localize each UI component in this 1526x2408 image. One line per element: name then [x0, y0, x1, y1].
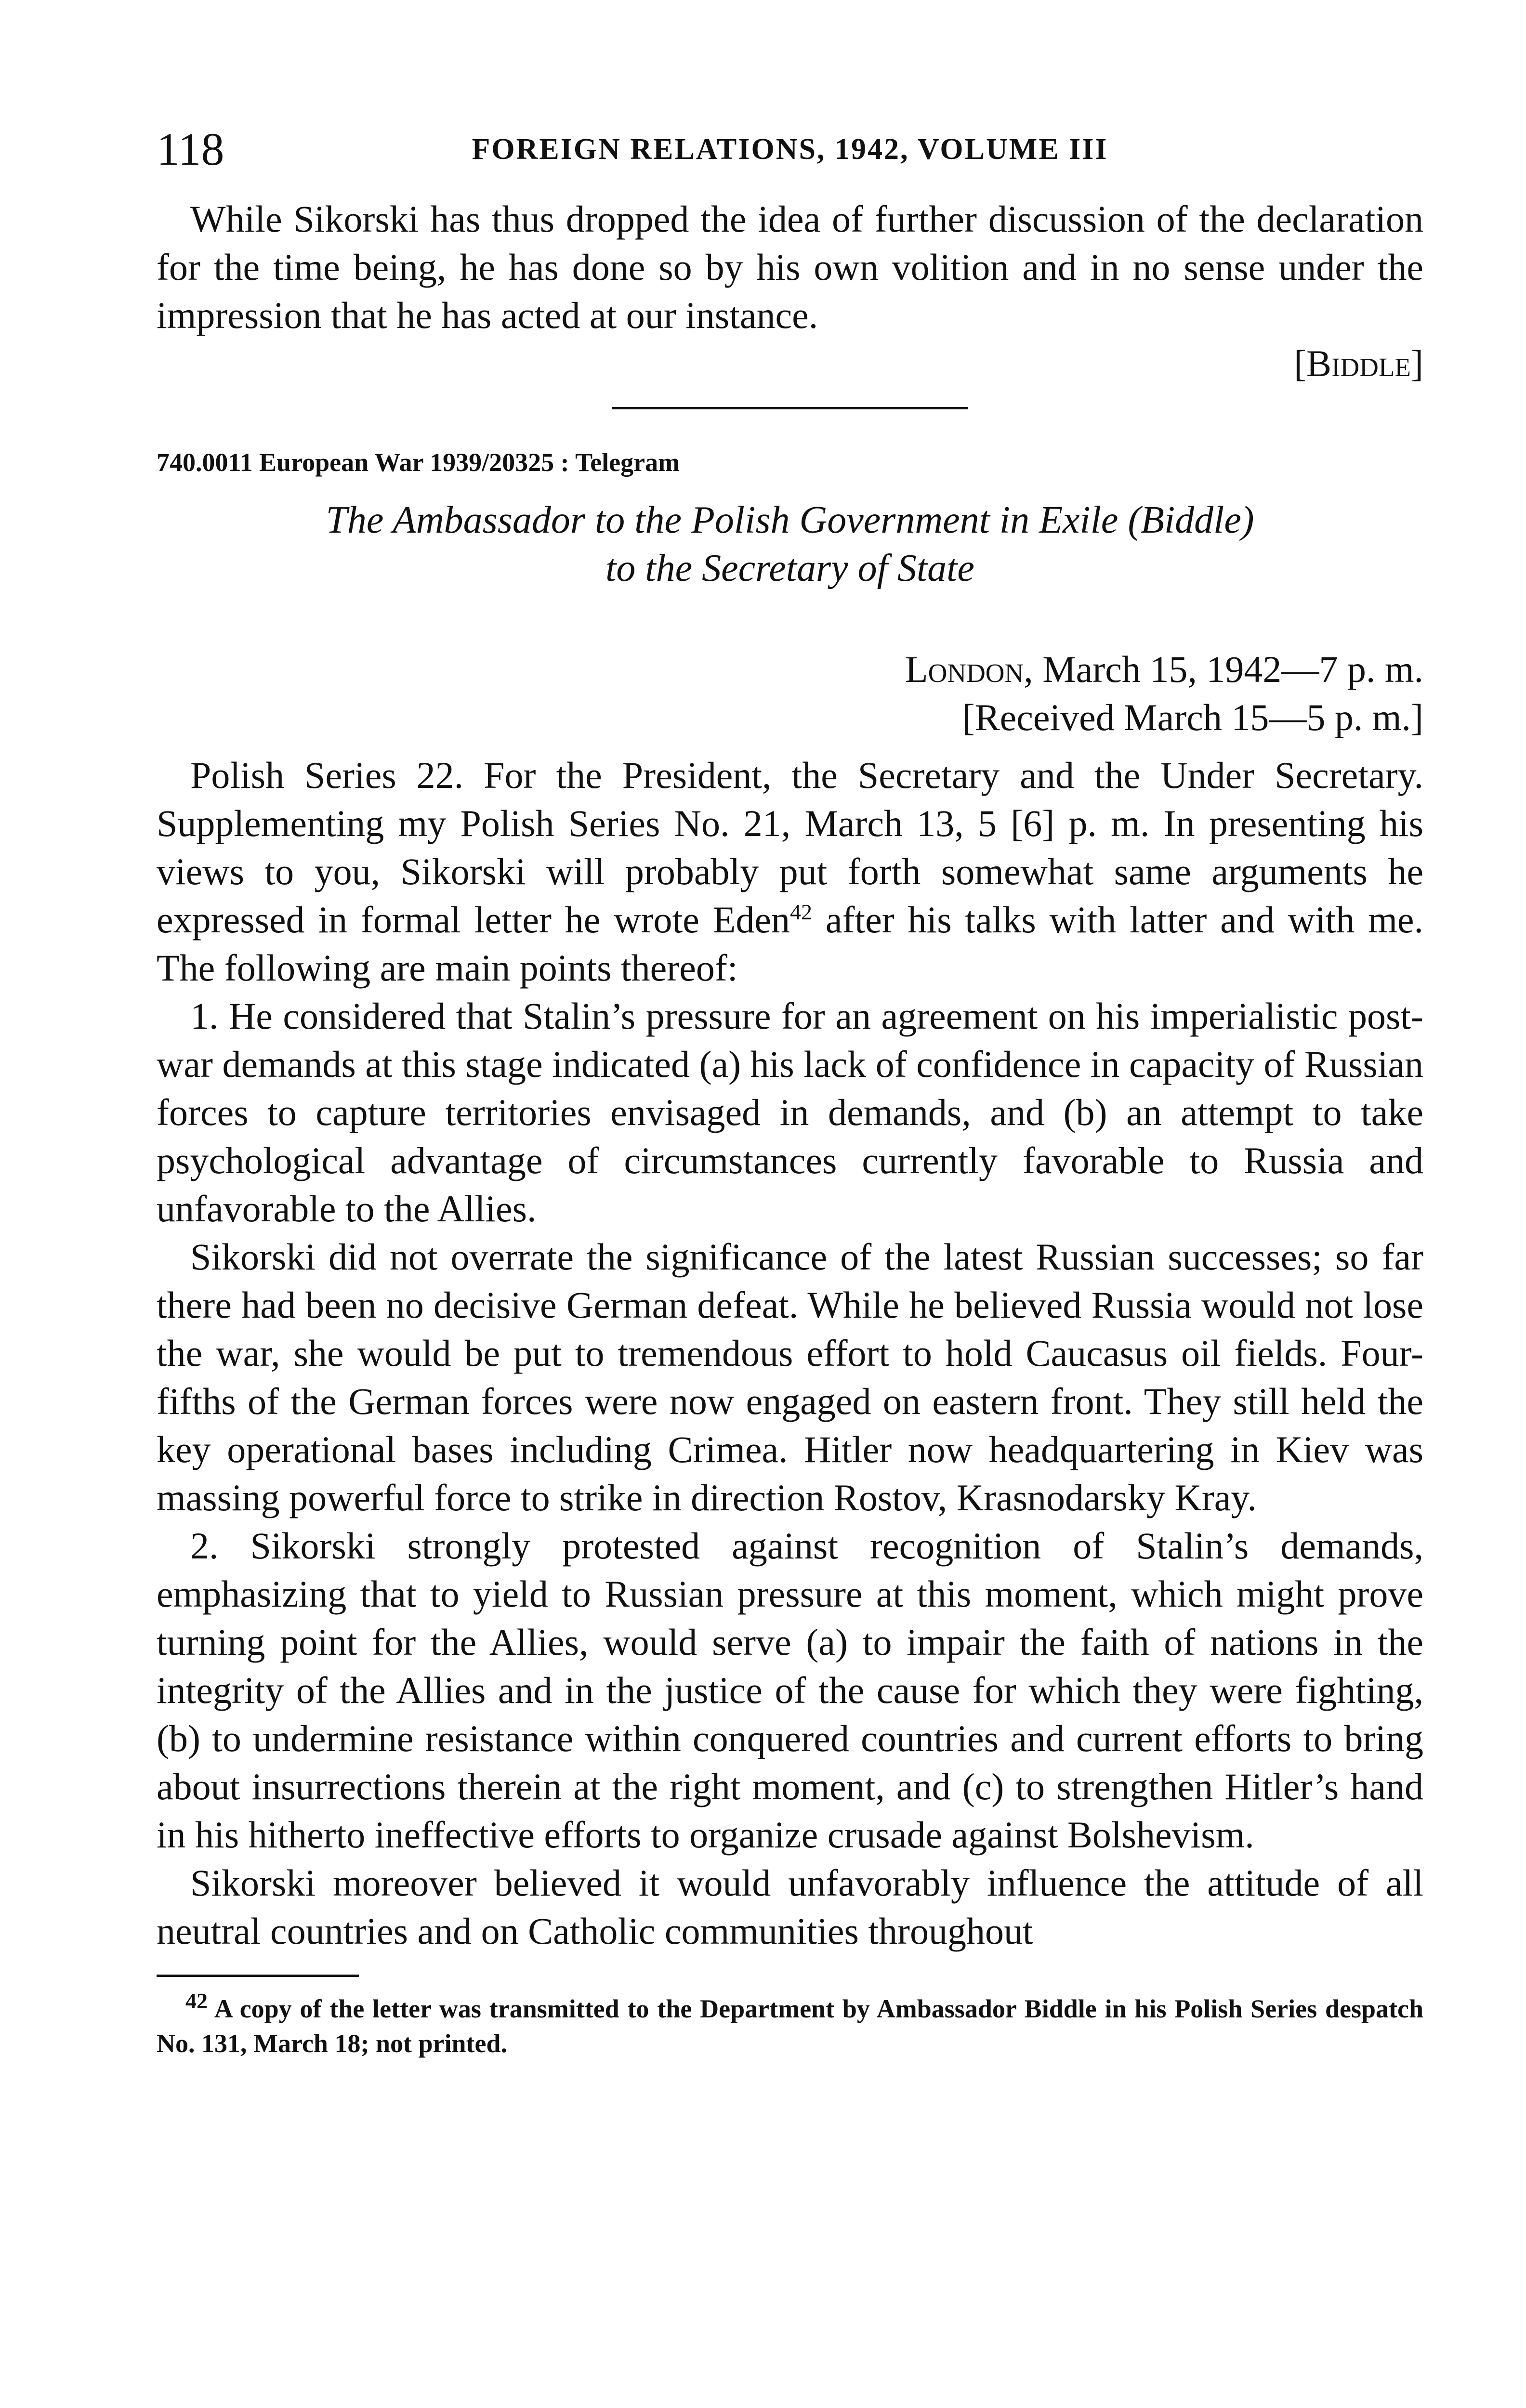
paragraph-3: Sikorski did not overrate the significance of the latest Russian successes; so far there had been no decisive German defeat. While he believed Russia would not lose the war, she would be put to tremendous effort to hold Caucasus oil fields. Four-fifths of the German forces were now engaged on eastern front. They still held the key operational bases including Crimea. Hitler now headquartering in Kiev was massing powerful force to strike in direction Rostov, Krasnodarsky Kray.	[157, 1236, 1423, 1518]
opening-paragraph: While Sikorski has thus dropped the idea of further discussion of the declaration for the time being, he has done so by his own volition and in no sense under the impression that he has acted at our instance.	[157, 198, 1423, 336]
received-line: [Received March 15—5 p. m.]	[962, 696, 1423, 738]
footnote-marker: 42	[185, 1989, 208, 2013]
paragraph-4: 2. Sikorski strongly protested against recognition of Stalin’s demands, emphasizing that to yield to Russian pressure at this moment, which might prove turning point for the Allies, would serve (a) to impair the faith of nations in the integrity of the Allies and in the justice of the cause for which they were fighting, (b) to undermine resistance within conquered countries and current efforts to bring about insurrections therein at the right moment, and (c) to strengthen Hitler’s hand in his hitherto ineffective efforts to organize crusade against Bolshevism.	[157, 1525, 1423, 1856]
footnote	[157, 1991, 1423, 2061]
footnote-text: A copy of the letter was transmitted to the Department by Ambassador Biddle in his Polish Series despatch No. 131, March 18; not printed.	[157, 1994, 1423, 2058]
paragraph-1-text: Polish Series 22. For the President, the Secretary and the Under Secretary. Supplementing my Polish Series No. 21, March 13, 5 [6] p. m. In presenting his views to you, Sikorski will probably put forth somewhat same arguments he expressed in formal letter he wrote Eden	[157, 754, 1423, 941]
page-header	[157, 123, 1423, 176]
page-number: 118	[157, 123, 224, 175]
paragraph-1-text-cont: after his talks with latter and with me. The following are main points thereof:	[157, 899, 1423, 989]
running-head: FOREIGN RELATIONS, 1942, VOLUME III	[472, 133, 1108, 166]
document-title-line-1: The Ambassador to the Polish Government in Exile (Biddle)	[326, 499, 1254, 541]
dateline-place: London,	[905, 648, 1033, 690]
signature: [Biddle]	[1294, 342, 1423, 384]
file-reference: 740.0011 European War 1939/20325 : Telegram	[157, 448, 680, 477]
footnote-reference[interactable]: 42	[789, 900, 812, 924]
dateline	[157, 645, 1423, 694]
document-title-line-2: to the Secretary of State	[605, 547, 974, 589]
footnote-divider	[157, 1975, 359, 1977]
section-divider	[612, 407, 968, 409]
paragraph-2: 1. He considered that Stalin’s pressure for an agreement on his imperialistic post-war demands at this stage indicated (a) his lack of confidence in capacity of Russian forces to capture territories envisaged in demands, and (b) an attempt to take psychological advantage of circumstances currently favorable to Russia and unfavorable to the Allies.	[157, 995, 1423, 1230]
paragraph-5: Sikorski moreover believed it would unfavorably influence the attitude of all neutral countries and on Catholic communities throughout	[157, 1862, 1423, 1952]
paragraph-1	[157, 751, 1423, 992]
document-title	[157, 496, 1423, 592]
page-content	[157, 123, 1423, 2061]
dateline-date: March 15, 1942—7 p. m.	[1033, 648, 1423, 690]
